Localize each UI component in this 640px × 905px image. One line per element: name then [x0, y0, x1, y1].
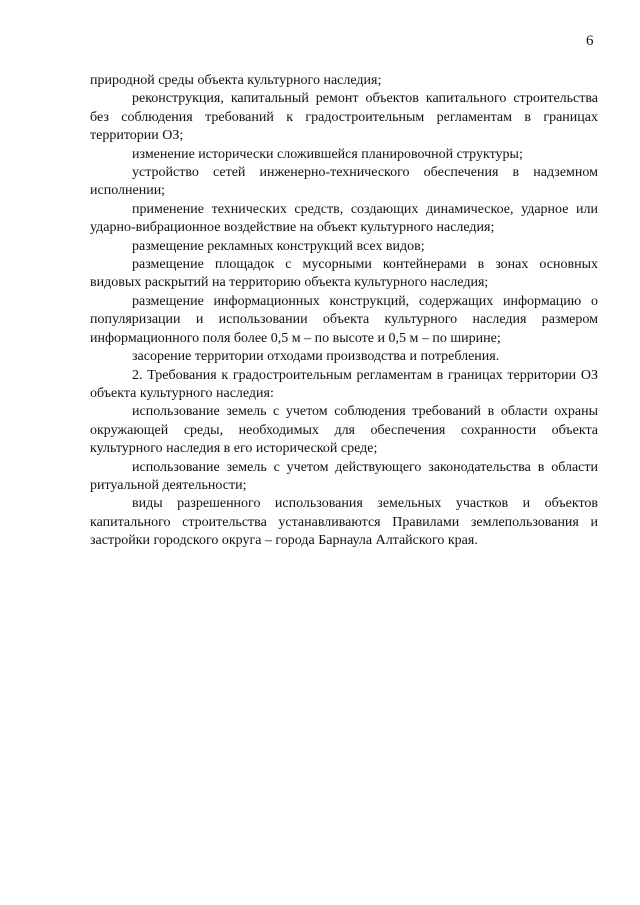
list-item-littering: засорение территории отходами производства и потребления.: [132, 349, 500, 365]
page-number: 6: [586, 33, 594, 49]
list-item-planning-structure: изменение исторически сложившейся планировочной структуры;: [132, 146, 523, 162]
paragraph-continuation: природной среды объекта культурного наследия;: [90, 73, 382, 88]
section-heading-requirements: 2. Требования к градостроительным регламентам в границах территории ОЗ объекта культурного наследия:: [90, 367, 598, 401]
list-item-advertising: размещение рекламных конструкций всех видов;: [132, 238, 425, 254]
list-item-land-use-environment: использование земель с учетом соблюдения требований в области охраны окружающей среды, необходимых для обеспечения сохранности объекта культурного наследия в его исторической среде;: [90, 404, 598, 457]
document-body: [90, 72, 598, 551]
list-item-technical-means: применение технических средств, создающих динамическое, ударное или ударно-вибрационное воздействие на объект культурного наследия;: [90, 201, 598, 236]
list-item-reconstruction: реконструкция, капитальный ремонт объектов капитального строительства без соблюдения требований к градостроительным регламентам в границах территории ОЗ;: [90, 91, 598, 144]
list-item-information-structures: размещение информационных конструкций, содержащих информацию о популяризации и использовании объекта культурного наследия размером информационного поля более 0,5 м – по высоте и 0,5 м – по ширине;: [90, 293, 598, 346]
list-item-land-use-ritual: использование земель с учетом действующего законодательства в области ритуальной деятельности;: [90, 459, 598, 493]
list-item-permitted-use: виды разрешенного использования земельных участков и объектов капитального строительства устанавливаются Правилами землепользования и застройки городского округа – города Барнаула Алтайского края.: [90, 496, 598, 549]
list-item-waste-containers: размещение площадок с мусорными контейнерами в зонах основных видовых раскрытий на территорию объекта культурного наследия;: [90, 257, 598, 291]
list-item-engineering-networks: устройство сетей инженерно-технического обеспечения в надземном исполнении;: [90, 165, 598, 199]
